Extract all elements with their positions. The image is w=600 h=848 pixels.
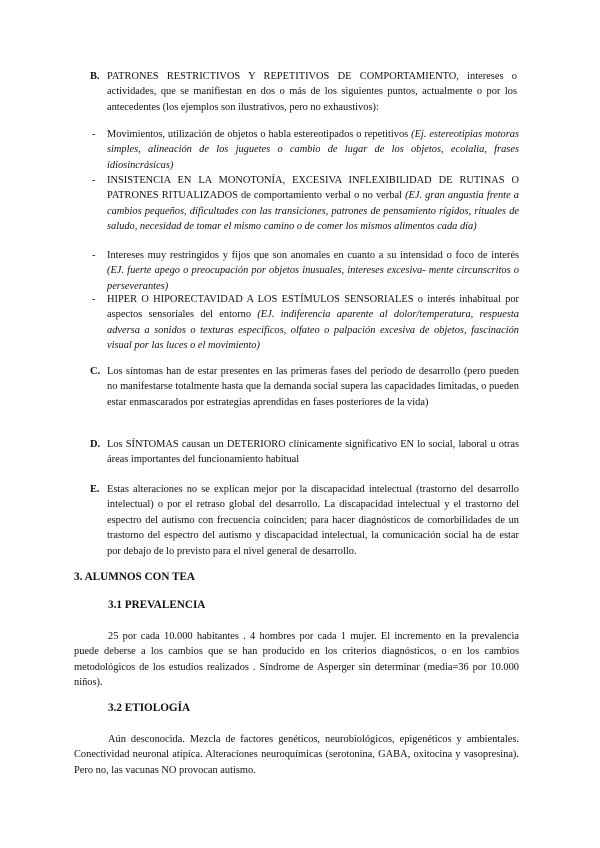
section-3-heading: 3. ALUMNOS CON TEA: [74, 571, 196, 583]
subsection-3-2-title: 3.2 ETIOLOGÍA: [108, 702, 191, 714]
subsection-3-1-text: 25 por cada 10.000 habitantes . 4 hombres por cada 1 mujer. El incremento en la prevalencia puede deberse a los cambios que se han producido en los criterios diagnósticos, o en los cambios metodológicos de los estudios realizados . Síndrome de Asperger sin determinar (media=36 por 10.000 niños).: [74, 631, 519, 689]
item-2-dash: -: [92, 175, 96, 186]
item-1-text: Movimientos, utilización de objetos o habla estereotipados o repetitivos: [107, 129, 412, 140]
section-b-intro-text: intereses o actividades, que se manifiestan en dos o más de los siguientes puntos, actualmente o por los antecedentes (los ejemplos son ilustrativos, pero no exhaustivos):: [107, 71, 517, 113]
section-d-letter: D.: [90, 439, 101, 450]
list-item: [107, 248, 519, 294]
item-1-dash: -: [92, 129, 96, 140]
section-b-intro: [107, 69, 517, 115]
item-2-example: (EJ. gran angustia frente a cambios pequeños, dificultades con las transiciones, patrones de pensamiento rígidos, rituales de saludo, necesidad de tomar el mismo camino o de comer los mismos alimentos cada día): [107, 190, 519, 233]
item-1-example: (Ej. estereotipias motoras simples, alineación de los juguetes o cambio de lugar de los objetos, ecolalia, frases idiosincrásicas): [107, 129, 520, 171]
item-3-text: Intereses muy restringidos y fijos que son anomales en cuanto a su intensidad o foco de interés: [107, 250, 519, 261]
section-e-text: Estas alteraciones no se explican mejor por la discapacidad intelectual (trastorno del desarrollo intelectual) o por el retraso global del desarrollo. La discapacidad intelectual y el trastorno del espectro del autismo con frecuencia coinciden; para hacer diagnósticos de comorbilidades de un trastorno del espectro del autismo y discapacidad intelectual, la comunicación social ha de estar por debajo de lo previsto para el nivel general de desarrollo.: [107, 484, 519, 557]
section-d-text: Los SÍNTOMAS causan un DETERIORO clínicamente significativo EN lo social, laboral u otras áreas importantes del funcionamiento habitual: [107, 439, 519, 466]
section-b-title: PATRONES RESTRICTIVOS Y REPETITIVOS DE COMPORTAMIENTO,: [107, 71, 459, 82]
section-c-text: Los síntomas han de estar presentes en las primeras fases del periodo de desarrollo (pero pueden no manifestarse totalmente hasta que la demanda social supera las capacidades limitadas, o pueden estar enmascarados por estrategias aprendidas en fases posteriores de la vida): [107, 366, 519, 408]
list-item: [107, 127, 519, 173]
item-3-dash: -: [92, 250, 96, 261]
section-c-letter: C.: [90, 366, 101, 377]
item-3-example: (EJ. fuerte apego o preocupación por objetos inusuales, intereses excesiva- mente circunscritos o perseverantes): [107, 265, 519, 292]
section-b-letter: B.: [90, 71, 100, 82]
item-2-text: INSISTENCIA EN LA MONOTONÍA, EXCESIVA INFLEXIBILIDAD DE RUTINAS O PATRONES RITUALIZADOS de comportamiento verbal o no verbal: [107, 175, 519, 202]
item-4-example: (EJ. indiferencia aparente al dolor/temperatura, respuesta adversa a sonidos o texturas específicos, olfateo o palpación excesiva de objetos, fascinación visual por las luces o el movimiento): [107, 309, 519, 352]
list-item: [107, 292, 519, 354]
list-item: [107, 173, 519, 235]
section-e-letter: E.: [90, 484, 100, 495]
item-4-dash: -: [92, 294, 96, 305]
subsection-3-1-title: 3.1 PREVALENCIA: [108, 599, 206, 611]
item-4-text: HIPER O HIPORECTAVIDAD A LOS ESTÍMULOS SENSORIALES o interés inhabitual por aspectos sensoriales del entorno: [107, 294, 519, 321]
subsection-3-2-text: Aún desconocida. Mezcla de factores genéticos, neurobiológicos, epigenéticos y ambientales. Conectividad neuronal atípica. Alteraciones neuroquímicas (serotonina, GABA, oxitocina y vasopresina). Pero no, las vacunas NO provocan autismo.: [74, 734, 519, 776]
